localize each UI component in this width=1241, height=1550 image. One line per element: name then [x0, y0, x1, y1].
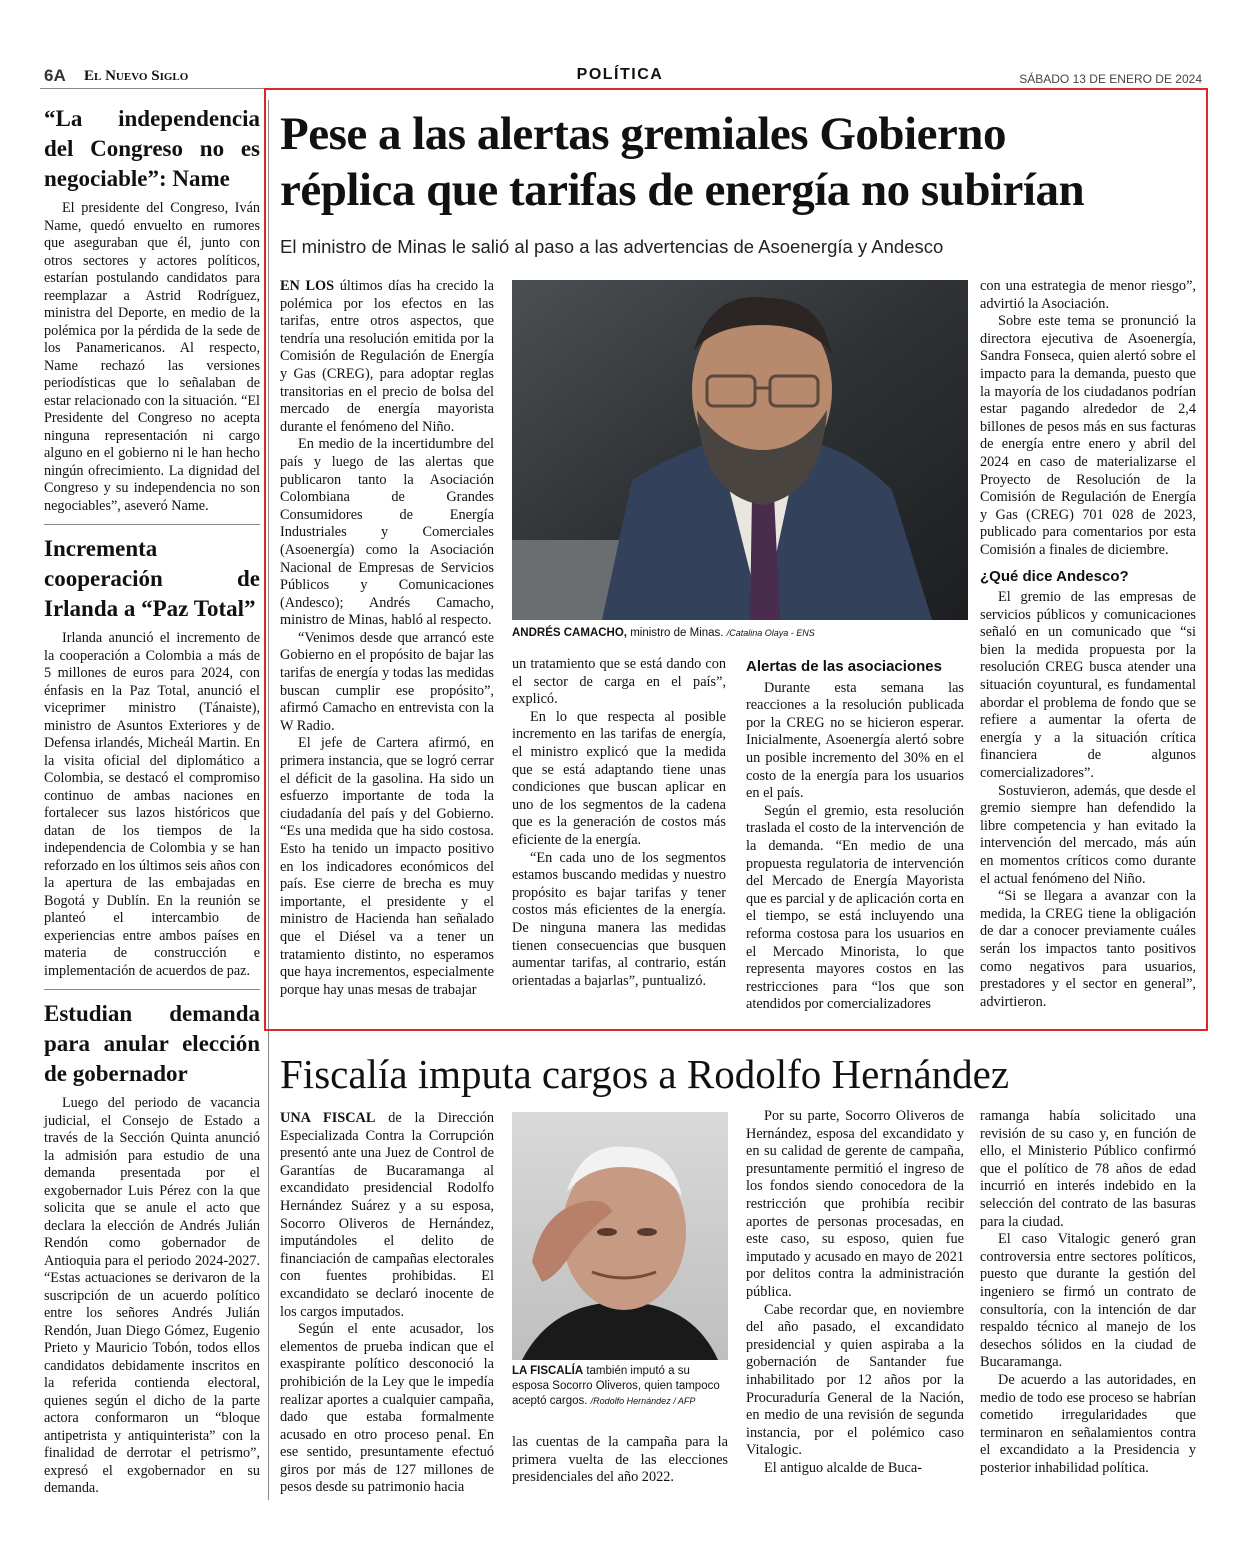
second-paragraph: El antiguo alcalde de Buca- [764, 1459, 922, 1476]
main-deck: El ministro de Minas le salió al paso a las advertencias de Asoenergía y Andesco [280, 236, 944, 257]
hernandez-photo-caption [512, 1364, 728, 1409]
photo-credit: /Catalina Olaya - ENS [726, 628, 815, 638]
second-headline: Fiscalía imputa cargos a Rodolfo Hernández [280, 1051, 1010, 1097]
main-paragraph: “Si se llegara a avanzar con la medida, la CREG tiene la obligación de dar a conocer previamente cuáles serán los impactos tanto positivos como negativos para usuarios, prestadores y el sector en general”, advirtieron. [980, 888, 1196, 1010]
caption-name: ANDRÉS CAMACHO, [512, 627, 627, 639]
section-title: POLÍTICA [576, 66, 664, 83]
page-number: 6A [44, 66, 66, 85]
main-paragraph: un tratamiento que se está dando con el sector de carga en el país”, explicó. [512, 656, 726, 708]
sidebar-divider-2 [44, 989, 260, 990]
second-column-1 [280, 1110, 494, 1497]
caption-text: ministro de Minas. [627, 627, 724, 639]
second-paragraph: El caso Vitalogic generó gran controversia entre sectores políticos, puesto que durante la gestión del ingeniero se firmó un contrato de consultoría, con la intención de dar respaldo técnico al manejo de los desechos sólidos en la ciudad de Bucaramanga. [980, 1231, 1196, 1371]
caption-text: también imputó a su esposa Socorro Oliveros, quien tampoco aceptó cargos. [512, 1365, 720, 1407]
sidebar-divider-1 [44, 524, 260, 525]
main-paragraph: En lo que respecta al posible incremento en las tarifas de energía, el ministro explicó que la medida que se está adaptando tiene unas condiciones que buscan aplicar en uno de los segmentos de la cadena que es la generación de costos más eficiente de la energía. [512, 708, 726, 848]
main-column-1 [280, 278, 494, 999]
second-col1-p0: de la Dirección Especializada Contra la Corrupción presentó ante una Juez de Control de Garantías de Bucaramanga al excandidato presidencial Rodolfo Hernández Suárez y a su esposa, Socorro Oliveros de Hernández, imputándoles el delito de financiación de campañas electorales con fuentes prohibidas. El excandidato se declaró inocente de los cargos imputados. [280, 1110, 494, 1320]
main-column-2 [512, 656, 726, 990]
second-column-2 [512, 1434, 728, 1487]
main-paragraph: “Venimos desde que arrancó este Gobierno en el propósito de bajar las tarifas de energía y todas las medidas buscan cumplir ese propósito”, afirmó Camacho en entrevista con la W Radio. [280, 629, 494, 734]
minister-photo [512, 280, 968, 620]
main-col1-p0: últimos días ha crecido la polémica por los efectos en las tarifas, entre otros aspectos, que tendría una resolución emitida por la Comisión de Regulación de Energía y Gas (CREG), para adoptar reglas transitorias en el precio de bolsa del mercado de energía mayorista durante el fenómeno del Niño. [280, 278, 494, 435]
second-paragraph: Cabe recordar que, en noviembre del año pasado, el excandidato presidencial y quien aspiraba a la gobernación de Santander fue inhabilitado por 12 años por la Procuraduría General de la Nación, en medio de una revisión de segunda instancia, por el polémico caso Vitalogic. [746, 1301, 964, 1459]
main-column-3 [746, 654, 964, 1014]
second-paragraph [280, 1110, 494, 1321]
main-subhead-andesco: ¿Qué dice Andesco? [980, 567, 1129, 585]
main-paragraph: Sobre este tema se pronunció la directora ejecutiva de Asoenergía, Sandra Fonseca, quien alertó sobre el impacto para la demanda, puesto que la mayoría de los ciudadanos podrían estar pagando alrededor de 2,4 billones de pesos más en sus facturas de energía entre enero y abril del 2024 en caso de materializarse el Proyecto de Resolución de la Comisión de Regulación de Energía y Gas (CREG) 701 028 de 2023, publicado para comentarios por esta Comisión a finales de diciembre. [980, 313, 1196, 558]
main-paragraph: En medio de la incertidumbre del país y luego de las alertas que publicaron tanto la Asociación Colombiana de Grandes Consumidores de Energía Industriales y Comerciales (Asoenergía) como la Asociación Nacional de Empresas de Servicios Públicos y Comunicaciones (Andesco); Andrés Camacho, ministro de Minas, habló al respecto. [280, 436, 494, 629]
second-column-3 [746, 1108, 964, 1477]
newspaper-masthead: El Nuevo Siglo [84, 68, 189, 84]
sidebar-headline-3: Estudian demanda para anular elección de gobernador [44, 1001, 260, 1086]
sidebar-body-2: Irlanda anunció el incremento de la cooperación a Colombia a más de 5 millones de euros para 2024, con énfasis en la Paz Total, anunció el viceprimer ministro (Tánaiste), ministro de Asuntos Exteriores y de Defensa irlandés, Micheál Martin. En la visita oficial del diplomático a Colombia, se destacó el compromiso continuo de ambas naciones en fortalecer sus lazos históricos que datan de los tiempos de la independencia de Colombia y se han reforzado en los últimos seis años con la apertura de las embajadas en Bogotá y Dublín. En la reunión se planteó el intercambio de experiencias entre ambos países en materia de construcción e implementación de acuerdos de paz. [44, 630, 260, 979]
main-paragraph: El jefe de Cartera afirmó, en primera instancia, que se logró cerrar el déficit de la gasolina. Ha sido un esfuerzo importante de toda la ciudadanía del país y del Gobierno. “Es una medida que ha sido costosa. Esto ha tenido un impacto positivo en los indicadores económicos del país. Ese cierre de brecha es muy importante, el presidente y el ministro de Hacienda han señalado que el Diésel va a tener un tratamiento distinto, no esperamos que haya incrementos, especialmente porque hay unas mesas de trabajar [280, 735, 494, 998]
main-lead-in: EN LOS [280, 278, 335, 294]
main-headline-line2: réplica que tarifas de energía no subirían [280, 164, 1085, 216]
main-column-4 [980, 278, 1196, 1011]
issue-date: SÁBADO 13 DE ENERO DE 2024 [1019, 72, 1202, 86]
main-paragraph [280, 278, 494, 436]
second-paragraph: Por su parte, Socorro Oliveros de Hernández, esposa del excandidato y en su calidad de gerente de campaña, presuntamente permitió el ingreso de los fondos siendo conocedora de la restricción que prohibía recibir aportes de personas procesadas, en este caso, su esposo, quien fue imputado y acusado en mayo de 2021 por delitos contra la administración pública. [746, 1108, 964, 1300]
main-paragraph: Durante esta semana las reacciones a la resolución publicada por la CREG no se hicieron esperar. Inicialmente, Asoenergía alertó sobre un posible incremento del 30% en el costo de la energía para los usuarios en el país. [746, 679, 964, 802]
sidebar-headline-1: “La independencia del Congreso no es negociable”: Name [44, 106, 260, 191]
minister-photo-caption [512, 626, 968, 641]
sidebar-body-1: El presidente del Congreso, Iván Name, quedó envuelto en rumores que aseguraban que él, junto con otros sectores y actores políticos, estarían postulando candidatos para reemplazar a Astrid Rodríguez, ministra del Deporte, en medio de la polémica por la pérdida de la sede de los Panamericanos. Al respecto, Name rechazó las versiones periodísticas que lo señalaban de estar relacionado con la situación. “El Presidente del Congreso no acepta ninguna representación ni cargo alguno en el gobierno ni le han hecho ningún ofrecimiento. La dignidad del Congreso y su independencia no son negociables”, aseveró Name. [44, 200, 260, 514]
second-paragraph: las cuentas de la campaña para la primera vuelta de las elecciones presidenciales del año 2022. [512, 1434, 728, 1486]
second-column-4 [980, 1108, 1196, 1477]
main-headline [280, 106, 1200, 218]
hernandez-photo [512, 1112, 728, 1360]
main-paragraph: con una estrategia de menor riesgo”, advirtió la Asociación. [980, 278, 1196, 312]
second-paragraph: De acuerdo a las autoridades, en medio de todo ese proceso se habrían cometido irregularidades que terminaron en señalamientos contra el excandidato a la Presidencia y posterior inhabilidad política. [980, 1371, 1196, 1476]
sidebar [44, 104, 260, 1498]
main-headline-line1: Pese a las alertas gremiales Gobierno [280, 108, 1006, 160]
sidebar-body-3: Luego del periodo de vacancia judicial, el Consejo de Estado a través de la Sección Quinta anunció la admisión para estudio de una demanda presentada por el exgobernador Luis Pérez con la que solicita que se anule el acto que declara la elección de Andrés Julián Rendón como gobernador de Antioquia para el periodo 2024-2027. “Estas actuaciones se derivaron de la suscripción de un acuerdo político entre los señores Andrés Julián Rendón, Juan Diego Gómez, Eugenio Prieto y Mauricio Tobón, todos ellos candidatos debidamente inscritos en la referida contienda electoral, quienes según el dicho de la parte actora conformaron un “bloque antipetrista y antiquinterista” con la finalidad de derrotar el petrismo”, expresó el exgobernador en su demanda. [44, 1095, 260, 1496]
sidebar-headline-2: Incrementa cooperación de Irlanda a “Paz Total” [44, 536, 260, 621]
main-subhead-alertas: Alertas de las asociaciones [746, 658, 942, 675]
caption-name: LA FISCALÍA [512, 1365, 584, 1377]
main-paragraph: Sostuvieron, además, que desde el gremio siempre han defendido la libre competencia y han evitado la intervención del mercado, más aún en momentos críticos como durante el actual fenómeno del Niño. [980, 782, 1196, 887]
second-paragraph: ramanga había solicitado una revisión de su caso y, en función de ello, el Ministerio Público confirmó que el político de 78 años de edad incurrió en interés indebido en la selección del contrato de las basuras para la ciudad. [980, 1108, 1196, 1230]
second-lead-in: UNA FISCAL [280, 1110, 376, 1126]
main-paragraph: El gremio de las empresas de servicios públicos y comunicaciones señaló en un comunicado que “si bien la medida propuesta por la resolución CREG busca atender una situación coyuntural, es fundamental abordar el problema de fondo que se refiere a aumentar la oferta de energía y a la situación crítica financiera de algunos comercializadores”. [980, 589, 1196, 782]
main-paragraph: “En cada uno de los segmentos estamos buscando medidas y nuestro propósito es bajar tarifas y tener costos más eficientes de la energía. De ninguna manera las medidas tienen consecuencias que busquen aumentar tarifas, al contrario, están orientadas a bajarlas”, puntualizó. [512, 849, 726, 989]
second-paragraph: Según el ente acusador, los elementos de prueba indican que el exaspirante político desconoció la prohibición de la Ley que le impedía realizar aportes a cualquier campaña, dado que estaba formalmente acusado en otro proceso penal. En ese sentido, presuntamente efectuó giros por más de 127 millones de pesos desde su patrimonio hacia [280, 1321, 494, 1496]
main-paragraph: Según el gremio, esta resolución traslada el costo de la intervención de la demanda. “En medio de una propuesta regulatoria de intervención del Mercado de Energía Mayorista que es parcial y de aplicación corta en el tiempo, se está incluyendo una reforma costosa para los usuarios en el Mercado Minorista, lo que representa mayores costos en las restricciones para “los que son atendidos por comercializadores [746, 802, 964, 1013]
photo-credit: /Rodolfo Hernández / AFP [590, 1396, 696, 1406]
